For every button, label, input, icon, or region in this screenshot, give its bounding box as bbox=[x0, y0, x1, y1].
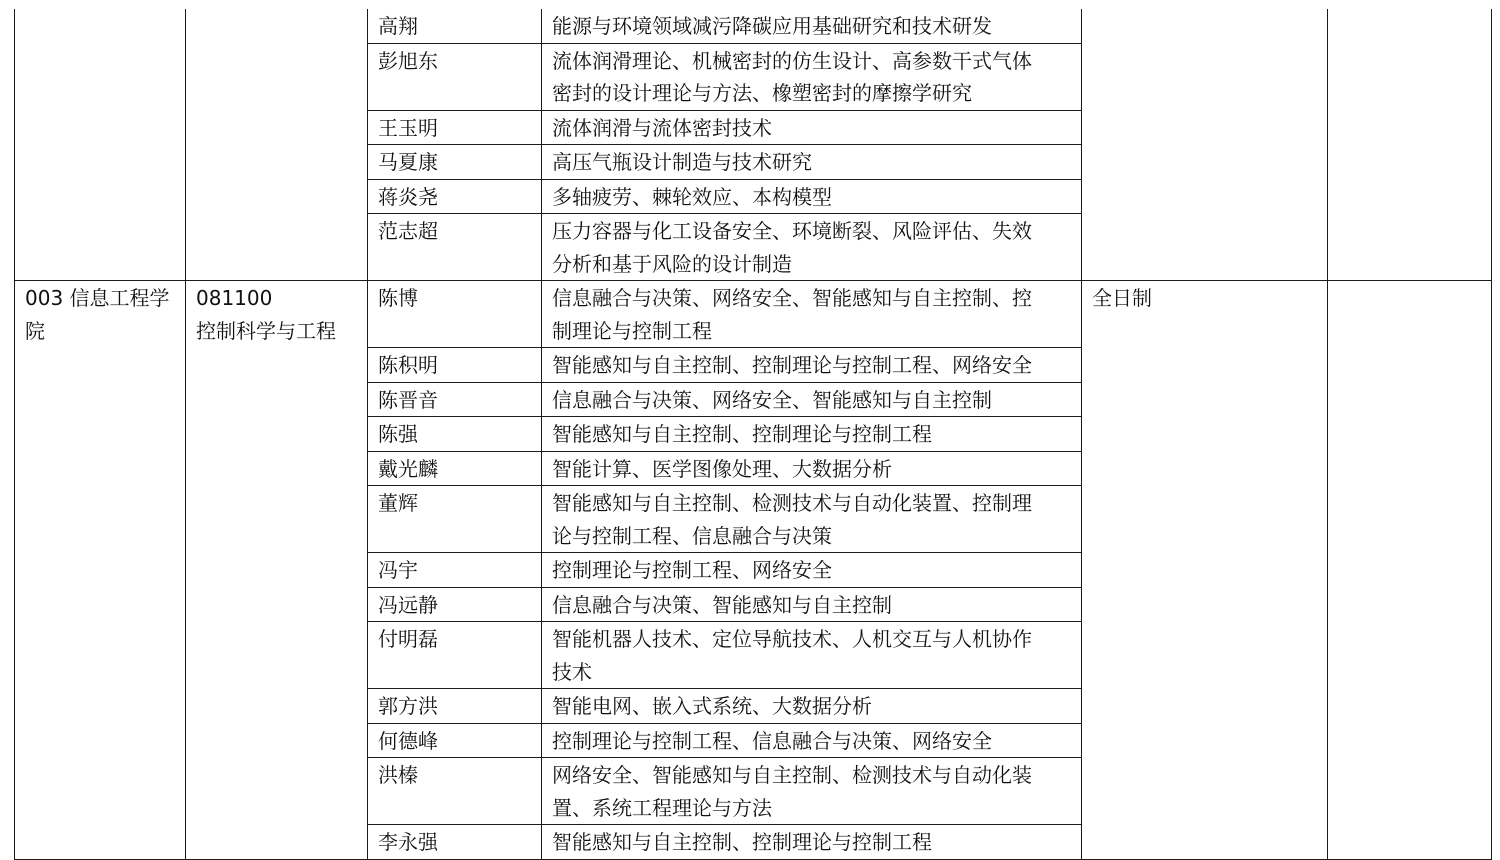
research-direction-cell bbox=[542, 486, 1082, 553]
supervisor-name-cell bbox=[368, 417, 542, 452]
supervisor-name: 蒋炎尧 bbox=[378, 184, 438, 209]
supervisor-name-cell bbox=[368, 486, 542, 553]
supervisor-name-cell bbox=[368, 622, 542, 689]
supervisor-name: 范志超 bbox=[378, 219, 438, 243]
table-row bbox=[15, 9, 1492, 43]
supervisor-name: 陈晋音 bbox=[378, 387, 438, 412]
supervisor-name: 付明磊 bbox=[378, 627, 438, 651]
supervisor-name: 冯宇 bbox=[378, 558, 418, 582]
supervisor-name-cell bbox=[368, 382, 542, 417]
supervisor-name-cell bbox=[368, 723, 542, 758]
cell-text-line: 流体润滑与流体密封技术 bbox=[552, 115, 772, 140]
cell-text-line: 控制理论与控制工程、网络安全 bbox=[552, 558, 832, 582]
supervisor-name-cell bbox=[368, 689, 542, 724]
supervisor-name: 何德峰 bbox=[378, 728, 438, 753]
major-name: 控制科学与工程 bbox=[196, 318, 336, 343]
supervisor-name: 陈博 bbox=[378, 286, 418, 310]
supervisor-name: 董辉 bbox=[378, 491, 418, 515]
research-direction-cell bbox=[542, 145, 1082, 180]
table-body bbox=[15, 9, 1492, 859]
study-mode-cell bbox=[1082, 281, 1328, 860]
college-cell bbox=[15, 9, 186, 281]
study-mode: 全日制 bbox=[1092, 286, 1152, 310]
supervisor-name-cell bbox=[368, 553, 542, 588]
cell-text-line: 智能感知与自主控制、控制理论与控制工程 bbox=[552, 422, 932, 446]
research-direction-cell bbox=[542, 281, 1082, 348]
supervisor-name: 戴光麟 bbox=[378, 456, 438, 481]
supervisor-name: 马夏康 bbox=[378, 150, 438, 174]
supervisor-name-cell bbox=[368, 451, 542, 486]
supervisor-name-cell bbox=[368, 348, 542, 383]
supervisor-name-cell bbox=[368, 179, 542, 214]
cell-text-line: 信息融合与决策、网络安全、智能感知与自主控制 bbox=[552, 387, 992, 412]
cell-text-line: 流体润滑理论、机械密封的仿生设计、高参数干式气体 bbox=[552, 48, 1032, 73]
research-direction-cell bbox=[542, 825, 1082, 860]
cell-text-line: 院 bbox=[25, 318, 45, 343]
cell-text-line: 控制理论与控制工程、信息融合与决策、网络安全 bbox=[552, 728, 992, 753]
supervisor-name: 陈积明 bbox=[378, 353, 438, 377]
remarks-cell bbox=[1328, 281, 1492, 860]
supervisor-name: 郭方洪 bbox=[378, 694, 438, 718]
cell-text-line: 信息融合与决策、网络安全、智能感知与自主控制、控 bbox=[552, 286, 1032, 310]
research-direction-cell bbox=[542, 553, 1082, 588]
cell-text-line: 网络安全、智能感知与自主控制、检测技术与自动化装 bbox=[552, 763, 1032, 787]
supervisor-name-cell bbox=[368, 281, 542, 348]
research-direction-cell bbox=[542, 417, 1082, 452]
supervisor-name: 彭旭东 bbox=[378, 48, 438, 73]
research-direction-cell bbox=[542, 622, 1082, 689]
supervisor-name: 王玉明 bbox=[378, 115, 438, 140]
remarks-cell bbox=[1328, 9, 1492, 281]
research-direction-cell bbox=[542, 9, 1082, 43]
supervisor-name-cell bbox=[368, 145, 542, 180]
table-row bbox=[15, 281, 1492, 348]
supervisor-name: 冯远静 bbox=[378, 592, 438, 617]
college-cell bbox=[15, 281, 186, 860]
cell-text-line: 003 信息工程学 bbox=[25, 286, 170, 310]
cell-text-line: 技术 bbox=[552, 659, 592, 684]
major-code: 081100 bbox=[196, 286, 273, 310]
research-direction-cell bbox=[542, 723, 1082, 758]
cell-text-line: 高压气瓶设计制造与技术研究 bbox=[552, 150, 812, 174]
research-direction-cell bbox=[542, 110, 1082, 145]
supervisor-name: 高翔 bbox=[378, 14, 418, 38]
supervisor-name-cell bbox=[368, 214, 542, 281]
research-direction-cell bbox=[542, 43, 1082, 110]
supervisor-name-cell bbox=[368, 110, 542, 145]
research-direction-cell bbox=[542, 689, 1082, 724]
research-direction-cell bbox=[542, 587, 1082, 622]
supervisor-table bbox=[14, 9, 1492, 860]
cell-text-line: 置、系统工程理论与方法 bbox=[552, 795, 772, 820]
cell-text-line: 信息融合与决策、智能感知与自主控制 bbox=[552, 592, 892, 617]
cell-text-line: 制理论与控制工程 bbox=[552, 318, 712, 343]
supervisor-name-cell bbox=[368, 9, 542, 43]
research-direction-cell bbox=[542, 758, 1082, 825]
major-cell bbox=[186, 9, 368, 281]
supervisor-name-cell bbox=[368, 43, 542, 110]
study-mode-cell bbox=[1082, 9, 1328, 281]
supervisor-name-cell bbox=[368, 825, 542, 860]
cell-text-line: 智能计算、医学图像处理、大数据分析 bbox=[552, 456, 892, 481]
cell-text-line: 智能感知与自主控制、控制理论与控制工程、网络安全 bbox=[552, 353, 1032, 377]
supervisor-name-cell bbox=[368, 758, 542, 825]
cell-text-line: 论与控制工程、信息融合与决策 bbox=[552, 523, 832, 548]
research-direction-cell bbox=[542, 214, 1082, 281]
cell-text-line: 分析和基于风险的设计制造 bbox=[552, 251, 792, 276]
cell-text-line: 压力容器与化工设备安全、环境断裂、风险评估、失效 bbox=[552, 219, 1032, 243]
cell-text-line: 智能感知与自主控制、检测技术与自动化装置、控制理 bbox=[552, 491, 1032, 515]
major-cell bbox=[186, 281, 368, 860]
supervisor-name-cell bbox=[368, 587, 542, 622]
cell-text-line: 智能电网、嵌入式系统、大数据分析 bbox=[552, 694, 872, 718]
cell-text-line: 密封的设计理论与方法、橡塑密封的摩擦学研究 bbox=[552, 81, 972, 105]
research-direction-cell bbox=[542, 451, 1082, 486]
supervisor-name: 陈强 bbox=[378, 422, 418, 446]
supervisor-name: 李永强 bbox=[378, 830, 438, 854]
research-direction-cell bbox=[542, 382, 1082, 417]
supervisor-name: 洪榛 bbox=[378, 763, 418, 787]
cell-text-line: 多轴疲劳、棘轮效应、本构模型 bbox=[552, 184, 832, 209]
research-direction-cell bbox=[542, 348, 1082, 383]
cell-text-line: 智能感知与自主控制、控制理论与控制工程 bbox=[552, 830, 932, 854]
cell-text-line: 智能机器人技术、定位导航技术、人机交互与人机协作 bbox=[552, 627, 1032, 651]
research-direction-cell bbox=[542, 179, 1082, 214]
cell-text-line: 能源与环境领域减污降碳应用基础研究和技术研发 bbox=[552, 14, 992, 38]
